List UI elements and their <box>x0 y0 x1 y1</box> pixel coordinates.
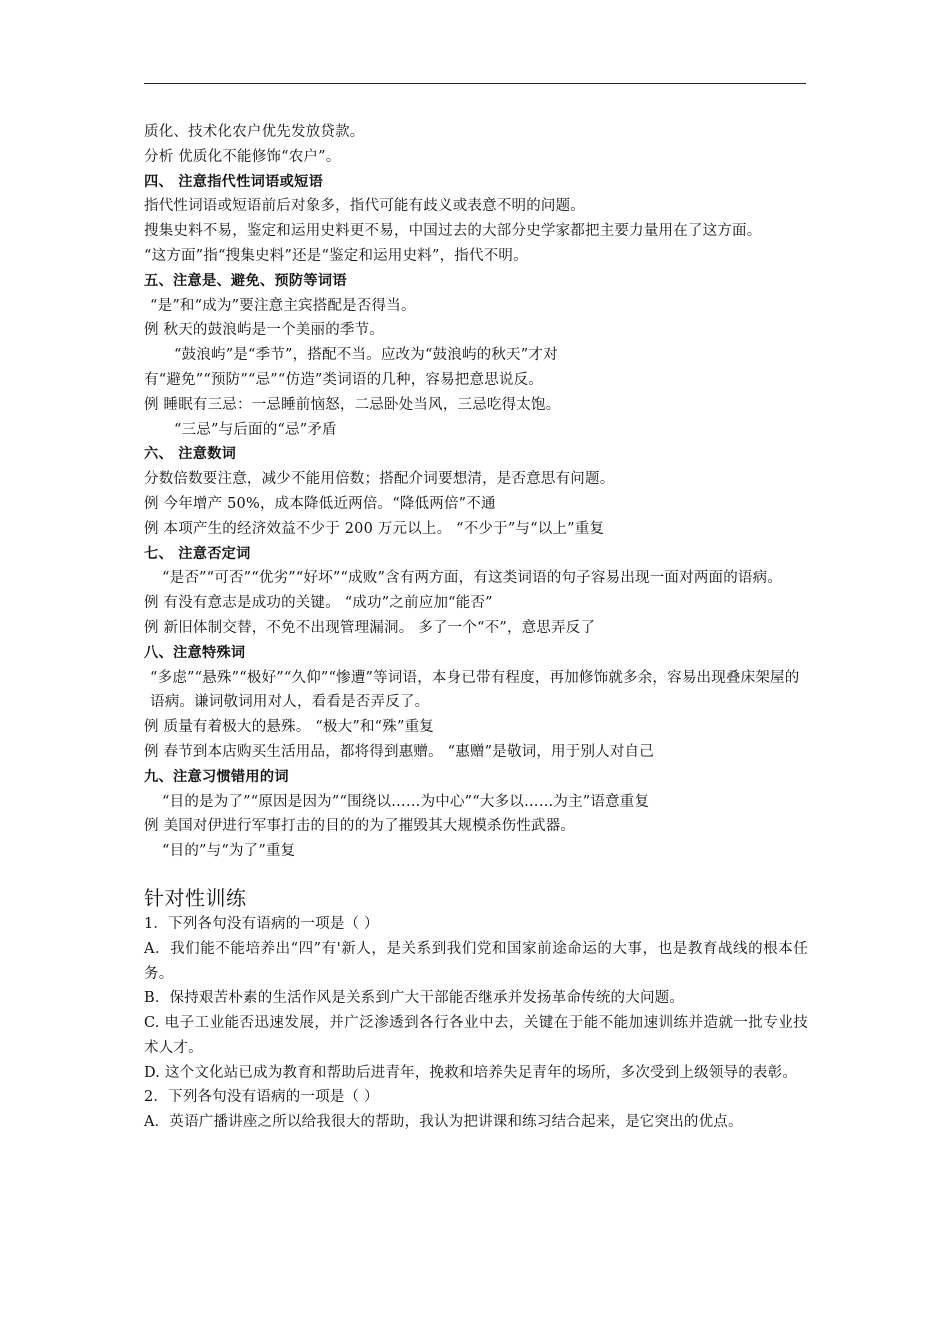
section-heading: 七、 注意否定词 <box>144 545 251 562</box>
text-line: 质化、技术化农户优先发放贷款。 <box>144 124 365 140</box>
question-option: B．保持艰苦朴素的生活作风是关系到广大干部能否继承并发扬革命传统的大问题。 <box>144 990 685 1007</box>
example-line: 例 新旧体制交替，不免不出现管理漏洞。 多了一个“不”，意思弄反了 <box>144 619 596 636</box>
text-line: “多虑”“悬殊”“极好”“久仰”“惨遭”等词语，本身已带有程度，再加修饰就多余，容易出现叠床架屋的语病。谦词敬词用对人，看看是否弄反了。 <box>150 669 800 711</box>
analysis-line: “目的”与“为了”重复 <box>162 843 296 860</box>
example-line: 例 美国对伊进行军事打击的目的的为了摧毁其大规模杀伤性武器。 <box>144 818 576 835</box>
example-line: 例 质量有着极大的悬殊。 “极大”和“殊”重复 <box>144 719 434 736</box>
section-heading: 五、注意是、避免、预防等词语 <box>144 272 347 289</box>
example-line: 例 有没有意志是成功的关键。 “成功”之前应加“能否” <box>144 595 493 612</box>
example-line: 例 秋天的鼓浪屿是一个美丽的季节。 <box>144 322 385 339</box>
question-option: D. 这个文化站已成为教育和帮助后进青年，挽救和培养失足青年的场所，多次受到上级领导的表彰。 <box>144 1064 798 1081</box>
example-line: 例 春节到本店购买生活用品，都将得到惠赠。 “惠赠”是敬词，用于别人对自己 <box>144 743 654 760</box>
question-stem: 1．下列各句没有语病的一项是（ ） <box>144 915 379 932</box>
text-line: 分析 优质化不能修饰“农户”。 <box>144 148 341 165</box>
section-heading: 六、 注意数词 <box>144 446 237 463</box>
text-line: 分数倍数要注意，减少不能用倍数；搭配介词要想清，是否意思有问题。 <box>144 471 615 488</box>
section-heading: 四、 注意指代性词语或短语 <box>144 173 324 190</box>
analysis-line: “三忌”与后面的“忌”矛盾 <box>174 421 337 438</box>
question-option: A．我们能不能培养出“四”有'新人，是关系到我们党和国家前途命运的大事，也是教育战线的根本任务。 <box>144 940 808 982</box>
text-line: 搜集史料不易，鉴定和运用史料更不易，中国过去的大部分史学家都把主要力量用在了这方面。 <box>144 223 762 240</box>
example-line: 例 睡眠有三忌：一忌睡前恼怒，二忌卧处当风，三忌吃得太饱。 <box>144 396 561 413</box>
question-option: A．英语广播讲座之所以给我很大的帮助，我认为把讲课和练习结合起来，是它突出的优点。 <box>144 1114 743 1131</box>
document-body <box>144 120 808 1135</box>
example-line: 例 今年增产 50%，成本降低近两倍。“降低两倍”不通 <box>144 495 496 512</box>
training-section-title: 针对性训练 <box>144 885 247 910</box>
section-heading: 九、注意习惯错用的词 <box>144 768 289 785</box>
text-line: “目的是为了”“原因是因为”“围绕以……为中心”“大多以……为主”语意重复 <box>162 793 650 810</box>
text-line: 指代性词语或短语前后对象多，指代可能有歧义或表意不明的问题。 <box>144 198 585 215</box>
section-heading: 八、注意特殊词 <box>144 644 246 661</box>
text-line: “这方面”指“搜集史料”还是“鉴定和运用史料”，指代不明。 <box>144 247 528 264</box>
question-option: C. 电子工业能否迅速发展，并广泛渗透到各行各业中去，关键在于能不能加速训练并造就一批专业技术人才。 <box>144 1015 808 1056</box>
example-line: 例 本项产生的经济效益不少于 200 万元以上。 “不少于”与“以上”重复 <box>144 520 605 537</box>
header-rule <box>144 83 806 84</box>
analysis-line: “鼓浪屿”是“季节”，搭配不当。应改为“鼓浪屿的秋天”才对 <box>174 347 558 364</box>
text-line: 有“避免”“预防”“忌”“仿造”类词语的几种，容易把意思说反。 <box>144 371 544 388</box>
text-line: “是”和“成为”要注意主宾搭配是否得当。 <box>150 297 416 314</box>
question-stem: 2．下列各句没有语病的一项是（ ） <box>144 1089 379 1106</box>
text-line: “是否”“可否”“优劣”“好坏”“成败”含有两方面，有这类词语的句子容易出现一面对两面的语病。 <box>162 570 783 587</box>
